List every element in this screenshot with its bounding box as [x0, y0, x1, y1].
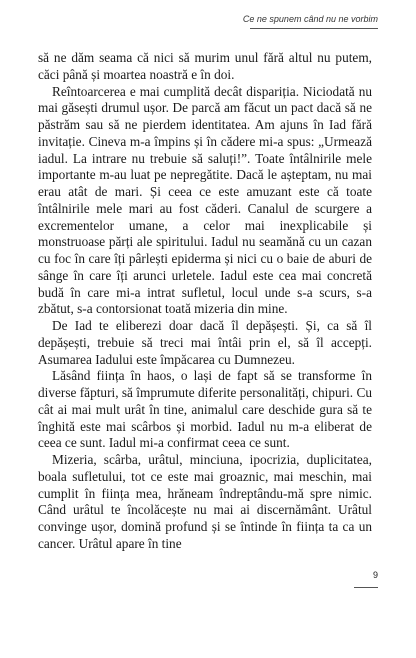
paragraph-4: Lăsând ființa în haos, o lași de fapt să se transforme în diverse făpturi, să împrumute diferite personalități, chipuri. Cu cât ai mai mult urât în tine, animalul care deschide gura să te înghită este mai scârbos și morbid. Iadul nu m-a eliberat de ceea ce sunt. Iadul mi-a confirmat ceea ce sunt.	[38, 368, 372, 451]
page-number: 9	[372, 570, 378, 580]
footer-rule	[354, 587, 378, 588]
paragraph-3: De Iad te eliberezi doar dacă îl depășești. Și, ca să îl depășești, trebuie să treci mai întâi prin el, să îl accepți. Asumarea Iadului este împăcarea cu Dumnezeu.	[38, 318, 372, 367]
paragraph-5: Mizeria, scârba, urâtul, minciuna, ipocrizia, duplicitatea, boala sufletului, tot ce este mai groaznic, mai meschin, mai cumplit în ființa mea, hrăneam îndreptându-mă spre nimic. Când urâtul te încolăcește nu mai ai discernământ. Urâtul convinge ușor, domină profund și se întinde în ființa ta ca un cancer. Urâtul apare în tine	[38, 452, 372, 551]
running-header: Ce ne spunem când nu ne vorbim	[242, 14, 378, 24]
paragraph-1: să ne dăm seama că nici să murim unul fără altul nu putem, căci până și moartea noastră e în doi.	[38, 50, 372, 82]
header-rule	[250, 28, 378, 29]
body-text	[38, 50, 372, 553]
paragraph-2: Reîntoarcerea e mai cumplită decât dispariția. Niciodată nu mai găsești drumul ușor. De parcă am făcut un pact dacă să ne păstrăm sau să ne pierdem identitatea. Am ajuns în Iad fără invitație. Cineva m-a împins și în cădere mi-a spus: „Urmează iadul. La intrare nu trebuie să saluți!”. Toate întâlnirile mele importante m-au luat pe nepregătite. Dacă le așteptam, nu mai erau atât de mari. Și ceea ce este amuzant este că toate întâlnirile mele mari au fost căderi. Canalul de scurgere a excrementelor umane, a celor mai inexplicabile și monstruoase părți ale spiritului. Iadul nu seamănă cu un cazan cu foc în care îți pârlești epiderma și nici cu o baie de aburi de sânge în care îți arunci urletele. Iadul este cea mai concretă budă în care mi-a intrat sufletul, locul unde s-a scurs, s-a zbătut, s-a contorsionat toată mizeria din mine.	[38, 83, 372, 317]
